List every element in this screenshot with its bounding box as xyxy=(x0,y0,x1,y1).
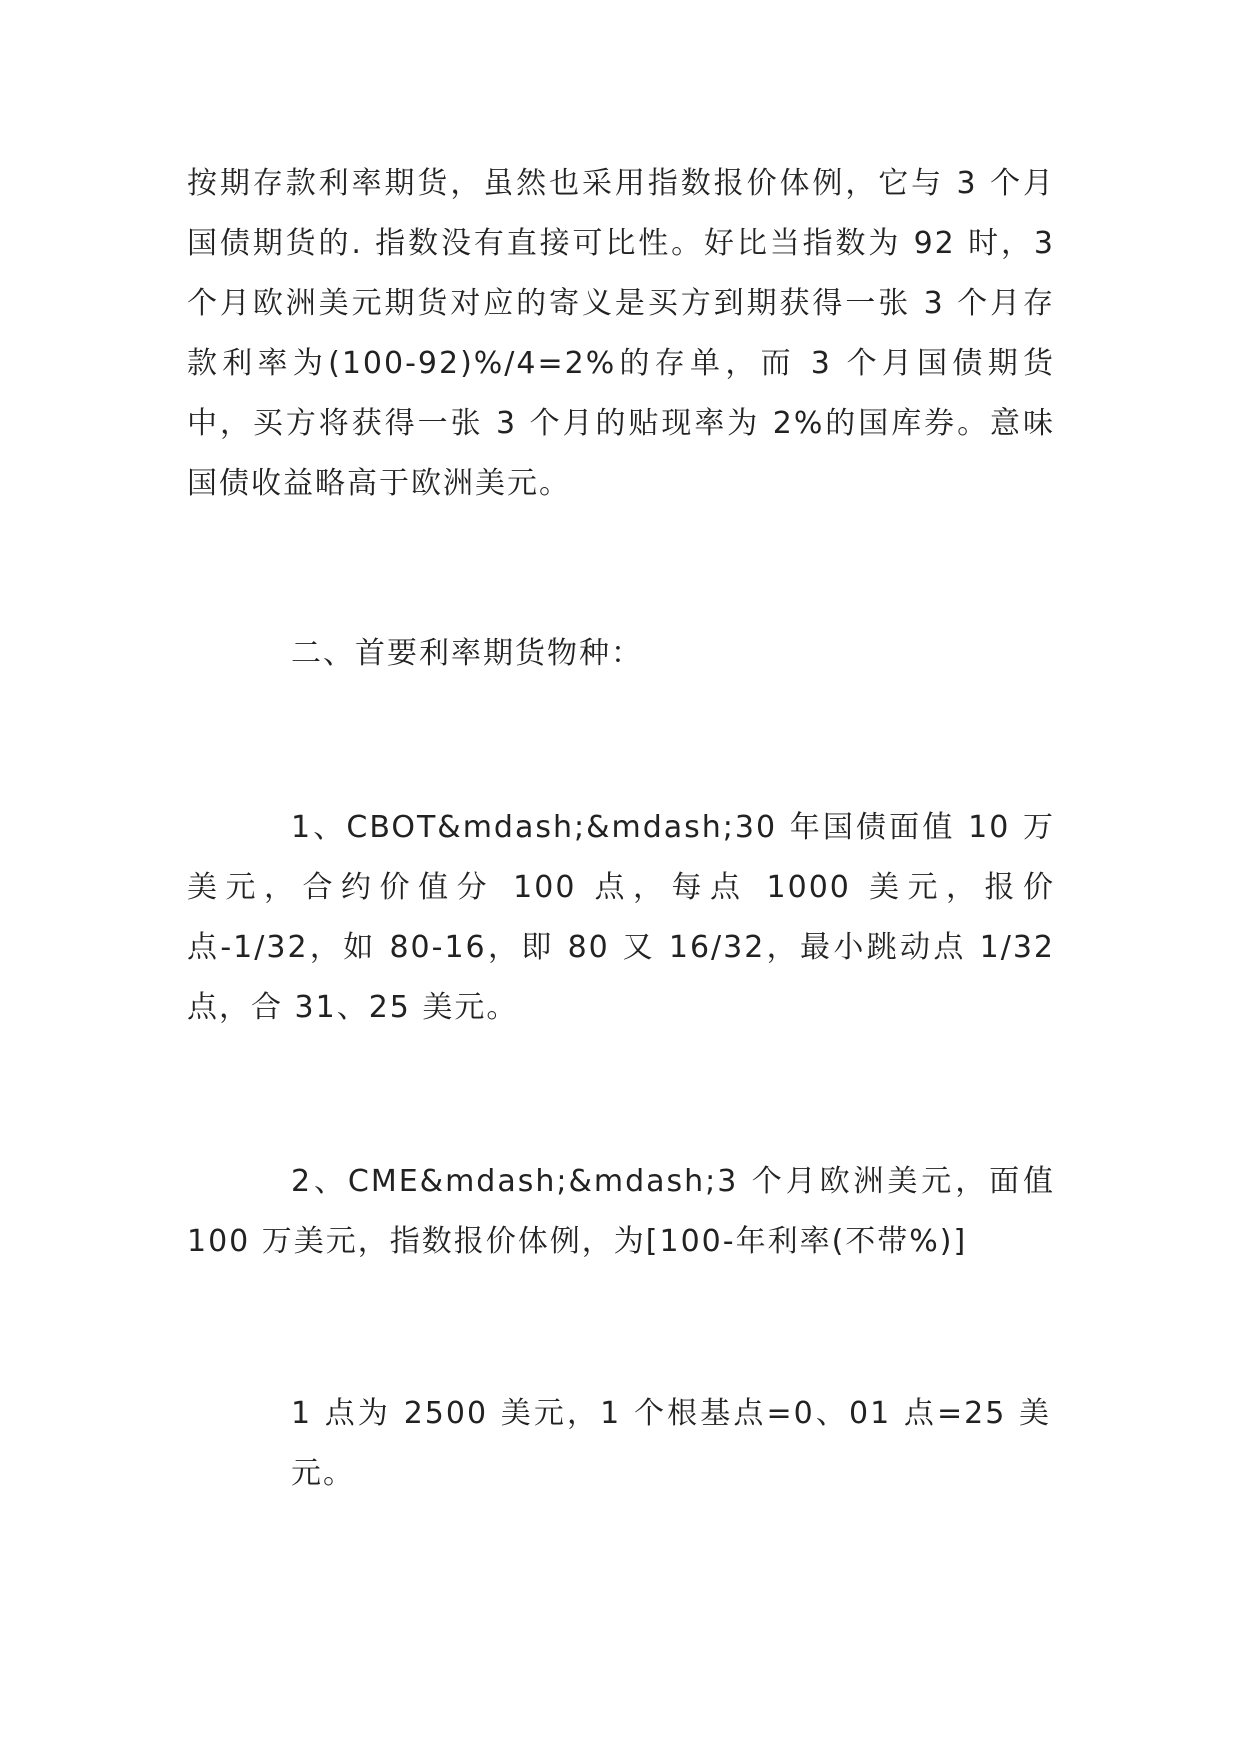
paragraph-interest-rate-index: 按期存款利率期货，虽然也采用指数报价体例，它与 3 个月国债期货的. 指数没有直接可比性。好比当指数为 92 时，3 个月欧洲美元期货对应的寄义是买方到期获得一张 3 个月存款利率为(100-92)%/4=2%的存单，而 3 个月国债期货中，买方将获得一张 3 个月的贴现率为 2%的国库券。意味国债收益略高于欧洲美元。 xyxy=(187,166,1055,501)
section-heading-main-futures: 二、首要利率期货物种： xyxy=(291,636,643,671)
paragraph-cme-eurodollar: 2、CME&mdash;&mdash;3 个月欧洲美元，面值 100 万美元，指数报价体例，为[100-年利率(不带%)] xyxy=(187,1164,1055,1259)
paragraph-cbot-treasury: 1、CBOT&mdash;&mdash;30 年国债面值 10 万美元，合约价值分 100 点，每点 1000 美元，报价点-1/32，如 80-16，即 80 又 16/32，最小跳动点 1/32 点，合 31、25 美元。 xyxy=(187,810,1055,1025)
paragraph-point-value: 1 点为 2500 美元，1 个根基点=0、01 点=25 美元。 xyxy=(291,1396,1051,1491)
